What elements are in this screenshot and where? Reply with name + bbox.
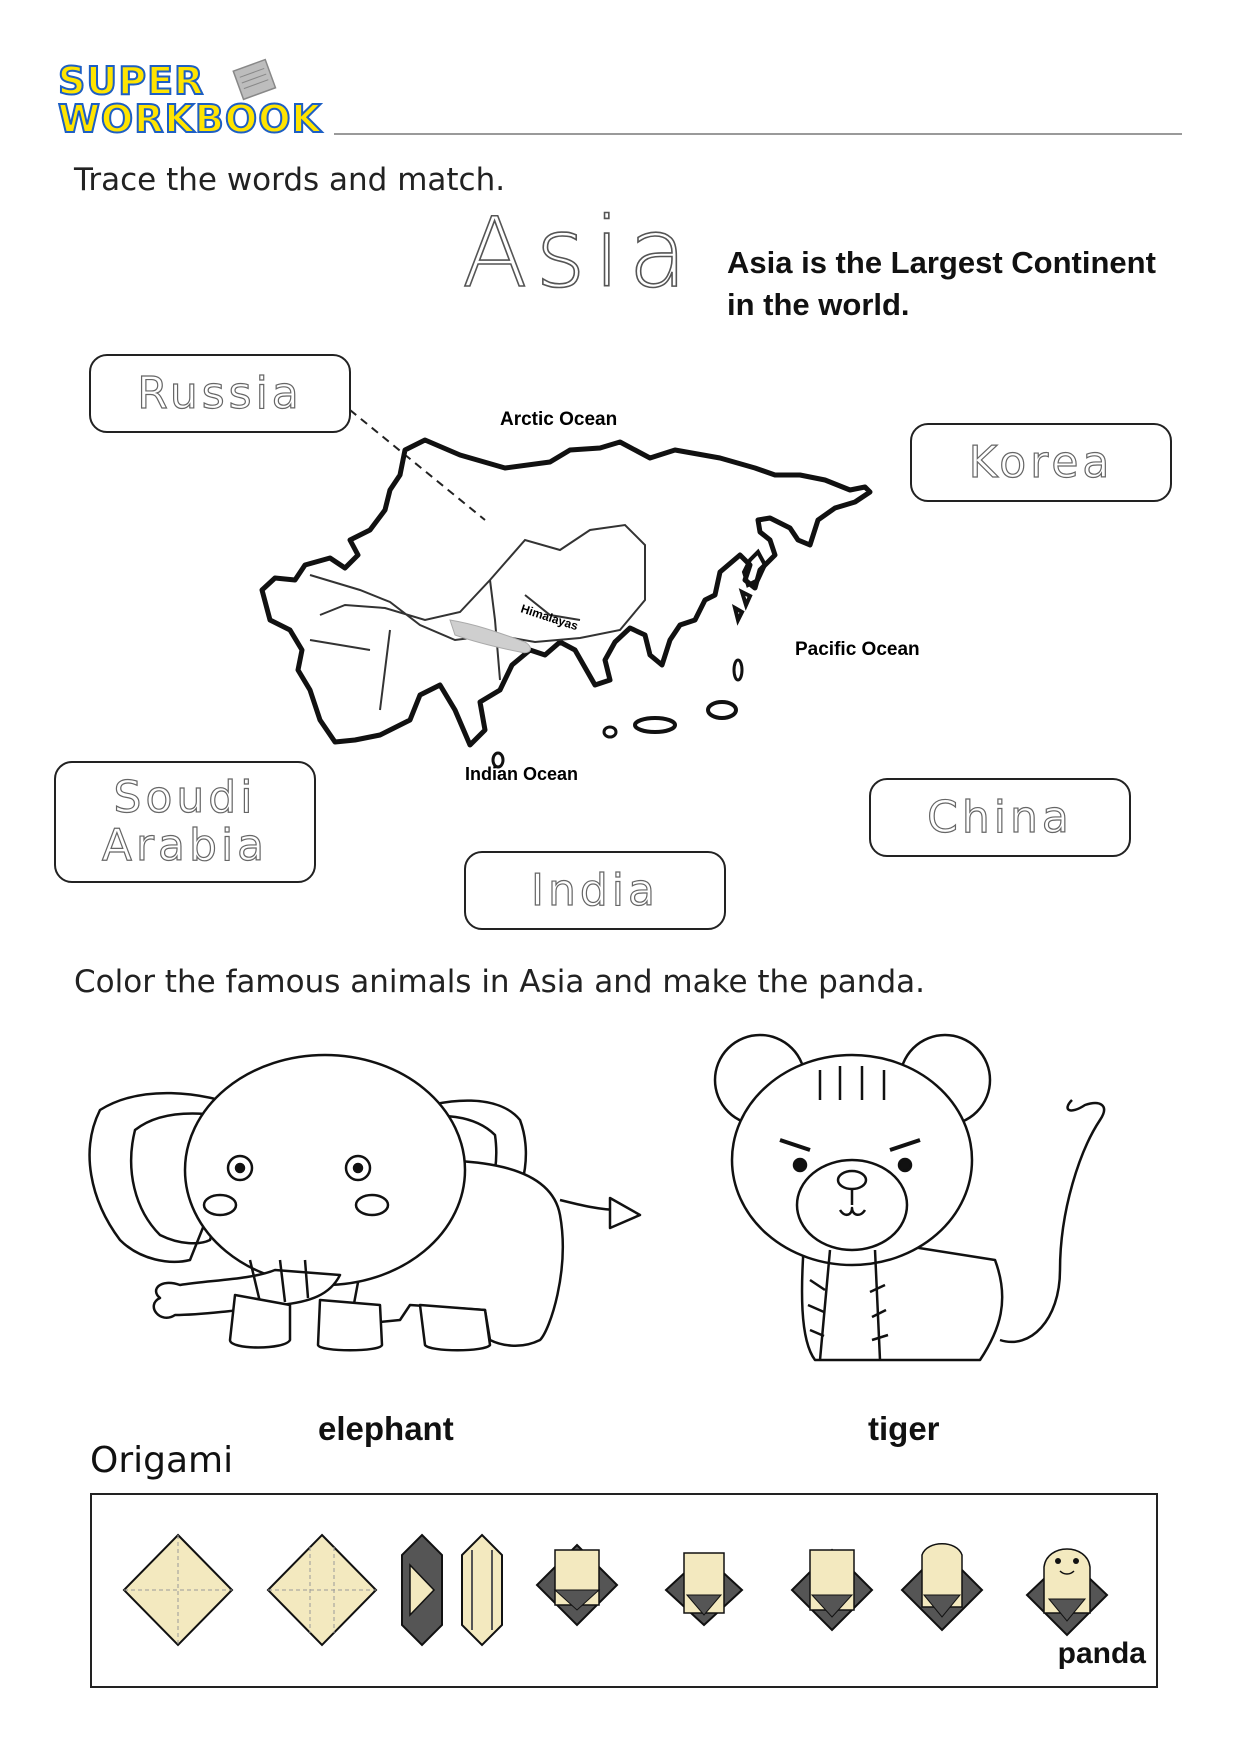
- origami-steps-box: [90, 1493, 1158, 1688]
- origami-step-5: [666, 1553, 742, 1625]
- asia-outline: [262, 440, 870, 745]
- pacific-ocean-label: Pacific Ocean: [795, 639, 920, 660]
- color-instruction: Color the famous animals in Asia and make the panda.: [74, 964, 925, 1000]
- origami-step-2: [268, 1535, 376, 1645]
- asia-map: [250, 380, 970, 784]
- trace-instruction: Trace the words and match.: [74, 162, 506, 198]
- tiger-label: tiger: [868, 1410, 940, 1447]
- elephant-front-leg: [230, 1295, 290, 1348]
- header-rule: [334, 133, 1182, 135]
- label-india[interactable]: [464, 851, 726, 930]
- origami-title: Origami: [90, 1440, 234, 1481]
- country-borders-3: [310, 630, 390, 710]
- label-saudi-arabia[interactable]: [54, 761, 316, 883]
- origami-step-1: [124, 1535, 232, 1645]
- label-india-text: India: [531, 865, 659, 916]
- origami-step-6: [792, 1550, 872, 1630]
- elephant-tail-tip: [610, 1198, 640, 1228]
- logo-line-2: WORKBOOK: [58, 97, 322, 141]
- origami-panda: [1027, 1549, 1107, 1635]
- island: [604, 727, 616, 737]
- elephant-label: elephant: [318, 1410, 454, 1447]
- asia-fact: [727, 242, 1187, 326]
- asia-fact-line-2: in the world.: [727, 287, 910, 322]
- super-workbook-logo: [58, 59, 322, 152]
- elephant-front-leg-2: [318, 1300, 382, 1350]
- elephant-right-pupil: [354, 1164, 362, 1172]
- notepad-icon: [226, 56, 286, 106]
- asia-trace-word: Asia: [462, 197, 696, 309]
- russia-connector: [350, 410, 485, 520]
- label-saudi-text-2: Arabia: [101, 820, 269, 871]
- logo-line-1: SUPER: [58, 59, 205, 103]
- panda-label: panda: [1057, 1637, 1146, 1670]
- country-borders: [310, 525, 645, 642]
- island: [708, 702, 736, 718]
- indian-ocean-label: Indian Ocean: [465, 764, 579, 784]
- label-china-text: China: [927, 792, 1073, 843]
- arctic-ocean-label: Arctic Ocean: [500, 409, 618, 430]
- elephant-back-leg: [420, 1305, 490, 1350]
- label-russia-text: Russia: [137, 368, 303, 419]
- himalayas-label: Himalayas: [519, 601, 580, 634]
- label-china[interactable]: [869, 778, 1131, 857]
- tiger-drawing: [700, 1030, 1140, 1400]
- tiger-right-eye: [899, 1159, 911, 1171]
- himalayas-region: [450, 620, 530, 653]
- origami-steps: [92, 1495, 1156, 1686]
- origami-step-7: [902, 1544, 982, 1630]
- label-korea-text: Korea: [968, 437, 1114, 488]
- label-saudi-text-1: Soudi: [113, 772, 257, 823]
- tiger-left-eye: [794, 1159, 806, 1171]
- elephant-left-pupil: [236, 1164, 244, 1172]
- tiger-tail: [1000, 1100, 1104, 1342]
- origami-step-4: [537, 1545, 617, 1625]
- japan-islands: [735, 552, 765, 620]
- tiger-nose: [838, 1171, 866, 1189]
- elephant-left-cheek: [204, 1195, 236, 1215]
- island: [635, 718, 675, 732]
- elephant-drawing: [80, 1040, 640, 1390]
- asia-fact-line-1: Asia is the Largest Continent: [727, 245, 1156, 280]
- elephant-right-cheek: [356, 1195, 388, 1215]
- island: [734, 660, 742, 680]
- origami-step-3: [402, 1535, 502, 1645]
